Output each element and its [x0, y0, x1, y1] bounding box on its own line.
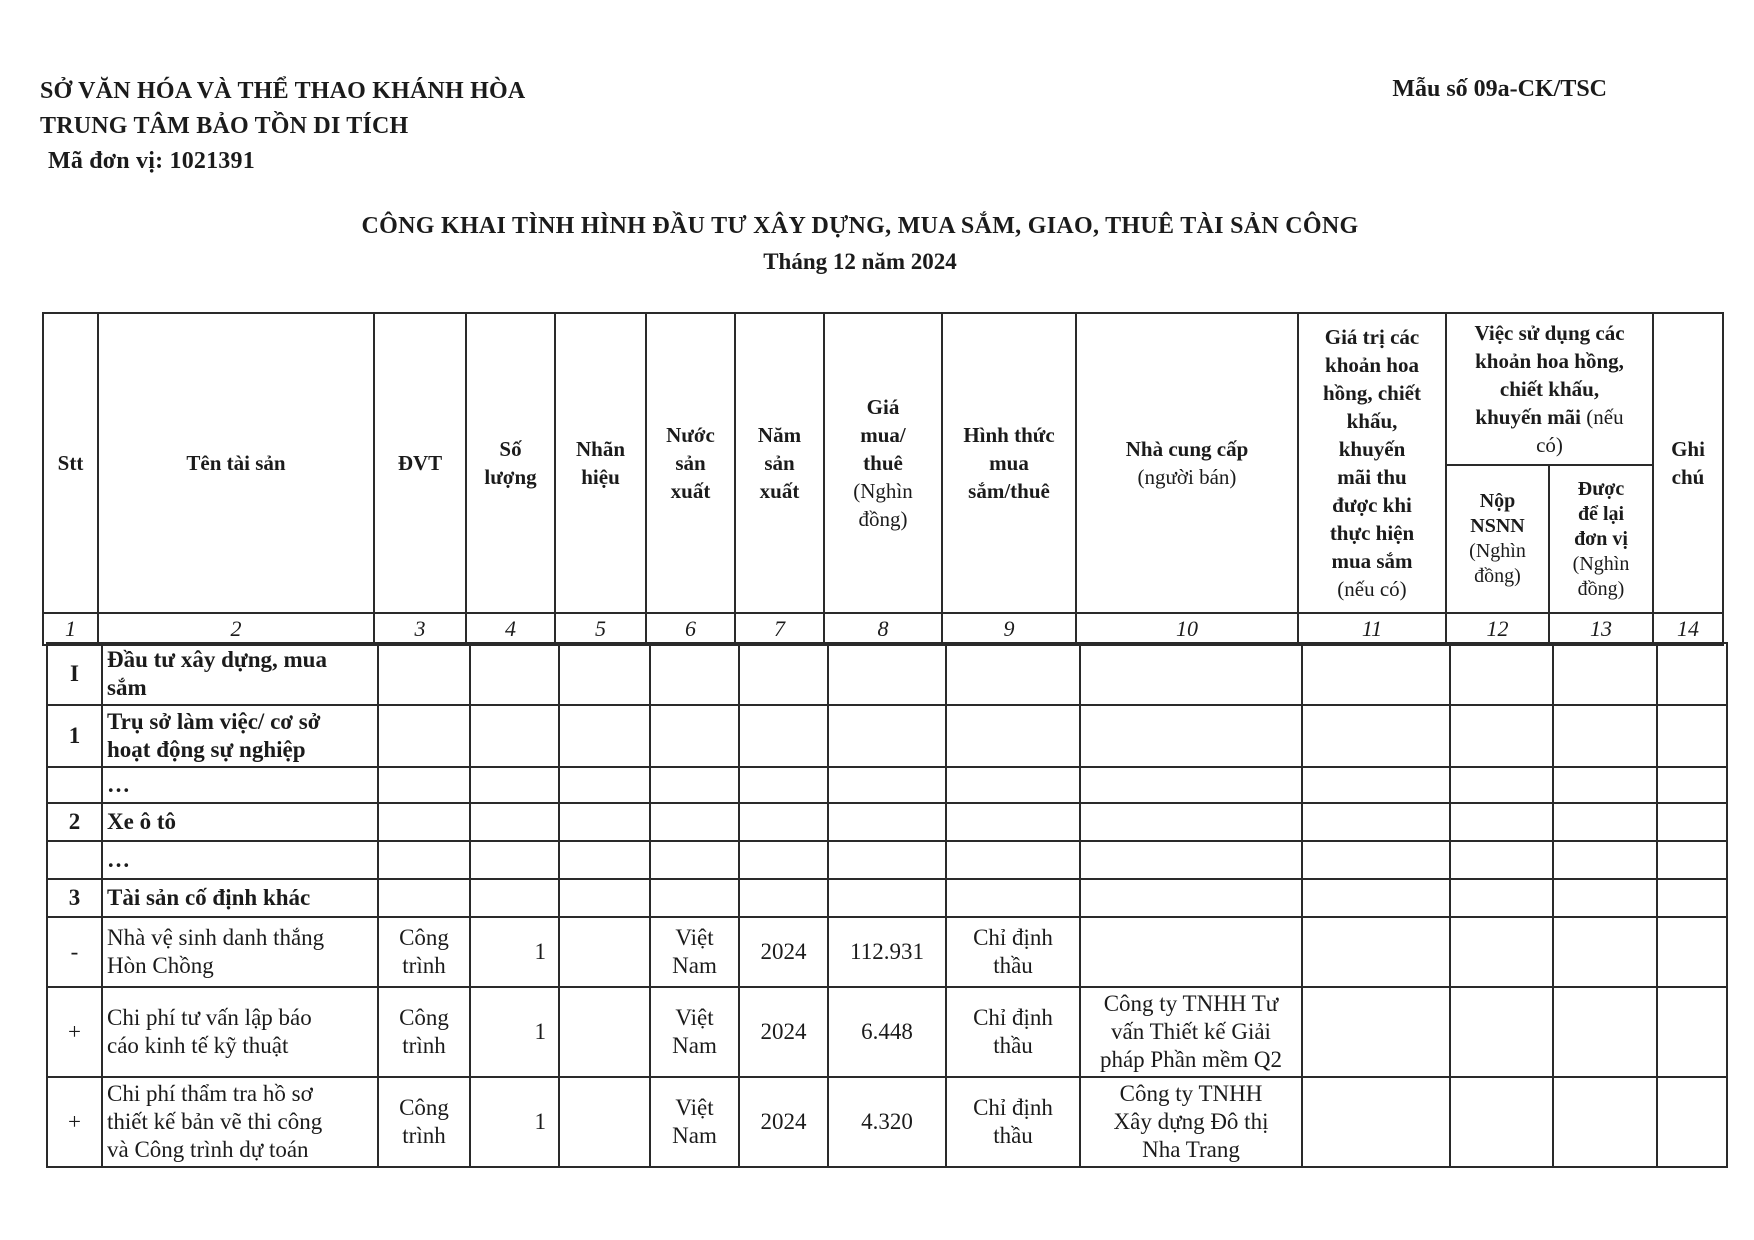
cell-method: Chỉ định thầu — [946, 987, 1080, 1077]
cell-method: Chỉ định thầu — [946, 917, 1080, 987]
cell-method — [946, 705, 1080, 767]
table-row — [47, 841, 1727, 879]
cell-empty — [1302, 767, 1450, 803]
cell-asset-name: Chi phí tư vấn lập báo cáo kinh tế kỹ thuật — [102, 987, 378, 1077]
cell-supplier — [1080, 841, 1302, 879]
cell-stt: I — [47, 643, 102, 705]
cell-quantity: 1 — [470, 917, 559, 987]
cell-year — [739, 841, 828, 879]
cell-empty — [1553, 987, 1657, 1077]
asset-table-header — [42, 312, 1724, 646]
cell-price — [828, 879, 946, 917]
table-row — [47, 1077, 1727, 1167]
cell-method — [946, 643, 1080, 705]
cell-price: 112.931 — [828, 917, 946, 987]
cell-empty — [1657, 917, 1727, 987]
cell-supplier — [1080, 879, 1302, 917]
col-supplier: Nhà cung cấp (người bán) — [1076, 313, 1298, 613]
col-quantity: Số lượng — [466, 313, 555, 613]
cell-empty — [1657, 643, 1727, 705]
cell-brand — [559, 767, 650, 803]
agency-name: SỞ VĂN HÓA VÀ THỂ THAO KHÁNH HÒA — [40, 78, 526, 104]
cell-country: Việt Nam — [650, 917, 739, 987]
cell-quantity: 1 — [470, 1077, 559, 1167]
cell-empty — [1450, 767, 1553, 803]
cell-empty — [1302, 987, 1450, 1077]
cell-quantity — [470, 879, 559, 917]
cell-empty — [1450, 705, 1553, 767]
cell-country — [650, 705, 739, 767]
cell-stt: 1 — [47, 705, 102, 767]
col-country: Nước sản xuất — [646, 313, 735, 613]
cell-empty — [1657, 803, 1727, 841]
cell-empty — [1553, 705, 1657, 767]
column-number-row: 1 2 3 4 5 6 7 8 9 10 11 12 13 14 — [43, 613, 1723, 645]
cell-empty — [1302, 803, 1450, 841]
cell-price — [828, 803, 946, 841]
table-row — [47, 917, 1727, 987]
cell-brand — [559, 1077, 650, 1167]
table-row — [47, 643, 1727, 705]
cell-method — [946, 841, 1080, 879]
cell-asset-name: … — [102, 841, 378, 879]
cell-price — [828, 841, 946, 879]
cell-empty — [1450, 1077, 1553, 1167]
cell-brand — [559, 643, 650, 705]
cell-empty — [1657, 767, 1727, 803]
cell-year — [739, 643, 828, 705]
cell-brand — [559, 987, 650, 1077]
cell-brand — [559, 803, 650, 841]
cell-supplier: Công ty TNHH Xây dựng Đô thị Nha Trang — [1080, 1077, 1302, 1167]
cell-brand — [559, 917, 650, 987]
cell-stt — [47, 767, 102, 803]
cell-brand — [559, 879, 650, 917]
cell-empty — [1302, 879, 1450, 917]
cell-stt — [47, 841, 102, 879]
cell-empty — [1302, 1077, 1450, 1167]
col-notes: Ghi chú — [1653, 313, 1723, 613]
col-unit: ĐVT — [374, 313, 466, 613]
cell-stt: 3 — [47, 879, 102, 917]
cell-unit: Công trình — [378, 987, 470, 1077]
cell-quantity — [470, 841, 559, 879]
cell-country: Việt Nam — [650, 987, 739, 1077]
cell-empty — [1450, 879, 1553, 917]
col-price: Giá mua/ thuê (Nghìn đồng) — [824, 313, 942, 613]
cell-empty — [1657, 841, 1727, 879]
table-row — [47, 879, 1727, 917]
cell-quantity — [470, 803, 559, 841]
cell-asset-name: Nhà vệ sinh danh thắng Hòn Chồng — [102, 917, 378, 987]
document-subtitle: Tháng 12 năm 2024 — [763, 249, 957, 274]
cell-stt: 2 — [47, 803, 102, 841]
cell-supplier: Công ty TNHH Tư vấn Thiết kế Giải pháp Phần mềm Q2 — [1080, 987, 1302, 1077]
cell-year — [739, 705, 828, 767]
cell-empty — [1302, 917, 1450, 987]
cell-brand — [559, 841, 650, 879]
cell-asset-name: … — [102, 767, 378, 803]
cell-country — [650, 643, 739, 705]
cell-country: Việt Nam — [650, 1077, 739, 1167]
cell-method — [946, 879, 1080, 917]
cell-asset-name: Chi phí thẩm tra hồ sơ thiết kế bản vẽ thi công và Công trình dự toán — [102, 1077, 378, 1167]
cell-empty — [1657, 879, 1727, 917]
cell-empty — [1450, 987, 1553, 1077]
center-name: TRUNG TÂM BẢO TỒN DI TÍCH — [40, 113, 409, 139]
form-number: Mẫu số 09a-CK/TSC — [1392, 76, 1607, 102]
col-retained: Được để lại đơn vị (Nghìn đồng) — [1549, 465, 1653, 613]
cell-empty — [1302, 643, 1450, 705]
cell-empty — [1450, 917, 1553, 987]
col-stt: Stt — [43, 313, 98, 613]
cell-empty — [1450, 643, 1553, 705]
cell-asset-name: Xe ô tô — [102, 803, 378, 841]
cell-unit — [378, 879, 470, 917]
cell-supplier — [1080, 803, 1302, 841]
asset-table-body — [46, 642, 1728, 1168]
cell-empty — [1450, 803, 1553, 841]
cell-price — [828, 767, 946, 803]
cell-supplier — [1080, 917, 1302, 987]
cell-method: Chỉ định thầu — [946, 1077, 1080, 1167]
col-brand: Nhãn hiệu — [555, 313, 646, 613]
cell-country — [650, 803, 739, 841]
cell-method — [946, 803, 1080, 841]
col-year: Năm sản xuất — [735, 313, 824, 613]
cell-supplier — [1080, 705, 1302, 767]
cell-supplier — [1080, 643, 1302, 705]
cell-empty — [1657, 987, 1727, 1077]
cell-country — [650, 841, 739, 879]
cell-price — [828, 643, 946, 705]
cell-stt: + — [47, 987, 102, 1077]
cell-unit: Công trình — [378, 1077, 470, 1167]
table-row — [47, 987, 1727, 1077]
col-usage-group: Việc sử dụng các khoản hoa hồng, chiết khấu, khuyến mãi (nếu có) — [1446, 313, 1653, 465]
cell-year: 2024 — [739, 987, 828, 1077]
cell-quantity — [470, 767, 559, 803]
cell-stt: - — [47, 917, 102, 987]
cell-year — [739, 879, 828, 917]
cell-unit — [378, 643, 470, 705]
cell-empty — [1553, 879, 1657, 917]
cell-asset-name: Đầu tư xây dựng, mua sắm — [102, 643, 378, 705]
cell-year: 2024 — [739, 1077, 828, 1167]
table-row — [47, 803, 1727, 841]
document-header — [40, 74, 525, 179]
table-row — [47, 767, 1727, 803]
cell-method — [946, 767, 1080, 803]
cell-price: 4.320 — [828, 1077, 946, 1167]
unit-code: Mã đơn vị: 1021391 — [48, 148, 255, 174]
cell-empty — [1657, 705, 1727, 767]
cell-quantity — [470, 705, 559, 767]
cell-empty — [1302, 841, 1450, 879]
cell-quantity — [470, 643, 559, 705]
cell-quantity: 1 — [470, 987, 559, 1077]
col-commission: Giá trị các khoản hoa hồng, chiết khấu, khuyến mãi thu được khi thực hiện mua sắm (nếu có) — [1298, 313, 1446, 613]
cell-unit — [378, 841, 470, 879]
cell-unit — [378, 705, 470, 767]
cell-unit: Công trình — [378, 917, 470, 987]
cell-empty — [1450, 841, 1553, 879]
cell-stt: + — [47, 1077, 102, 1167]
cell-country — [650, 767, 739, 803]
cell-empty — [1553, 841, 1657, 879]
cell-asset-name: Trụ sở làm việc/ cơ sở hoạt động sự nghiệp — [102, 705, 378, 767]
col-budget-paid: Nộp NSNN (Nghìn đồng) — [1446, 465, 1549, 613]
cell-empty — [1553, 767, 1657, 803]
cell-price: 6.448 — [828, 987, 946, 1077]
cell-empty — [1553, 917, 1657, 987]
cell-year — [739, 803, 828, 841]
cell-unit — [378, 803, 470, 841]
cell-brand — [559, 705, 650, 767]
cell-country — [650, 879, 739, 917]
cell-price — [828, 705, 946, 767]
table-row — [47, 705, 1727, 767]
cell-unit — [378, 767, 470, 803]
cell-empty — [1302, 705, 1450, 767]
cell-year: 2024 — [739, 917, 828, 987]
col-asset-name: Tên tài sản — [98, 313, 374, 613]
cell-asset-name: Tài sản cố định khác — [102, 879, 378, 917]
cell-empty — [1553, 643, 1657, 705]
cell-empty — [1553, 1077, 1657, 1167]
cell-empty — [1657, 1077, 1727, 1167]
cell-year — [739, 767, 828, 803]
cell-empty — [1553, 803, 1657, 841]
col-method: Hình thức mua sắm/thuê — [942, 313, 1076, 613]
cell-supplier — [1080, 767, 1302, 803]
document-title: CÔNG KHAI TÌNH HÌNH ĐẦU TƯ XÂY DỰNG, MUA SẮM, GIAO, THUÊ TÀI SẢN CÔNG — [361, 213, 1359, 239]
